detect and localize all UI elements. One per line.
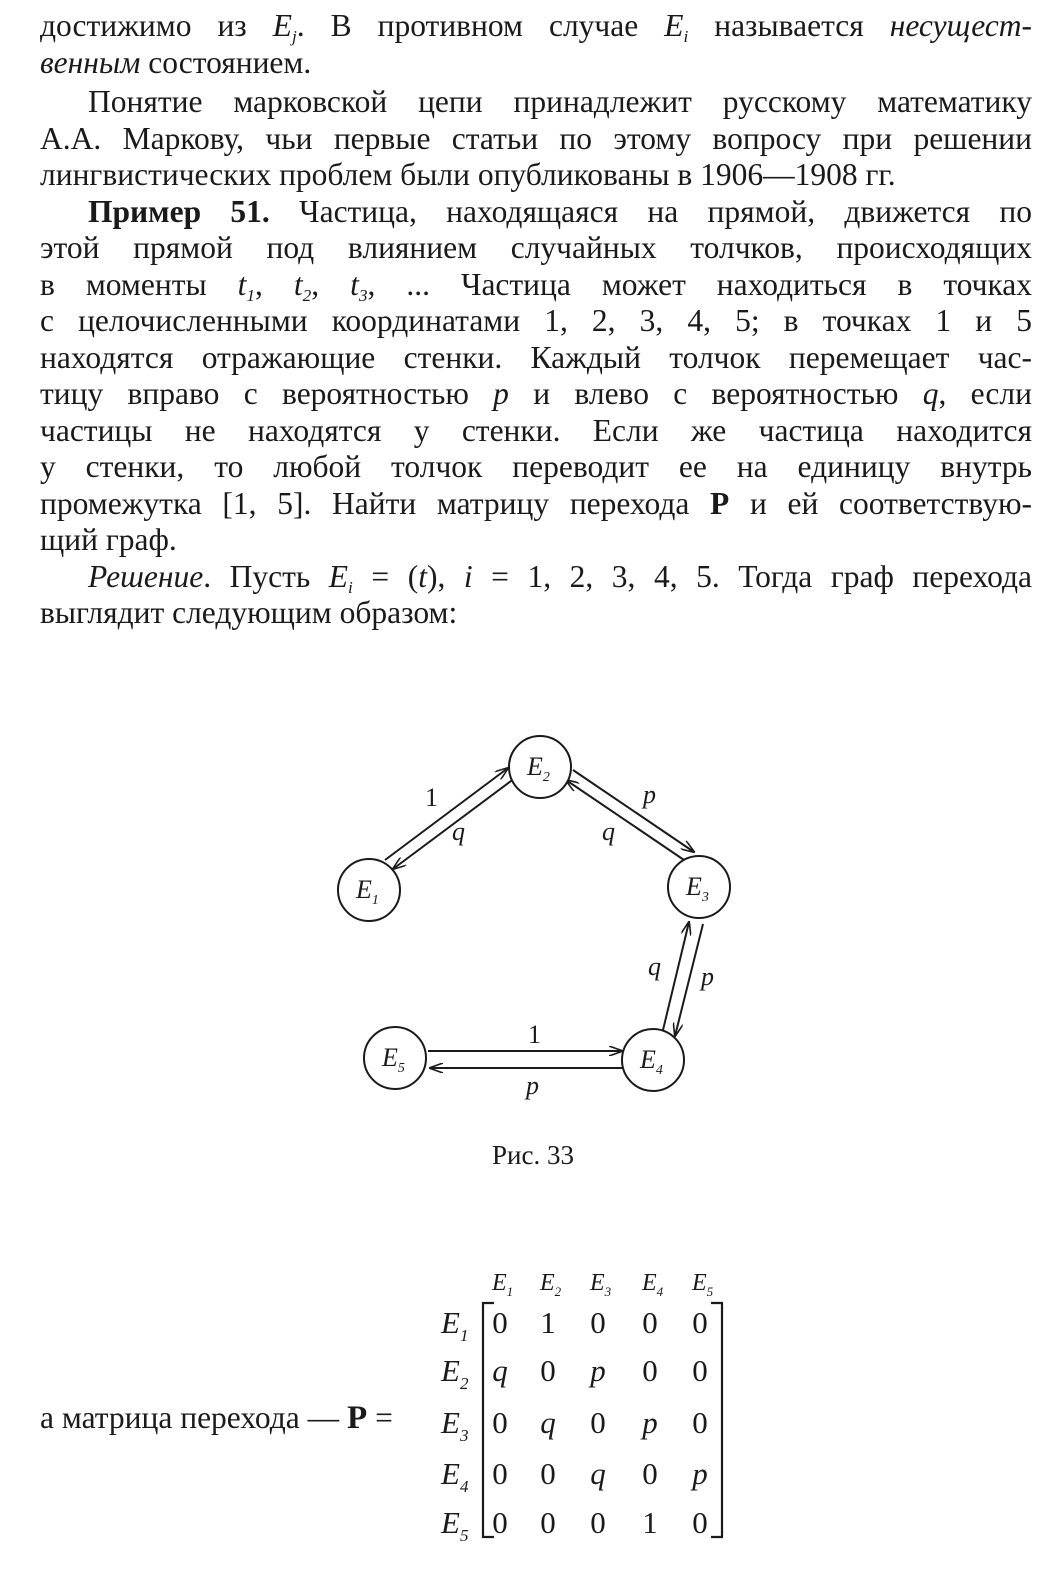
para2-line-1: Понятие марковской цепи принадлежит русскому математику — [88, 84, 1032, 119]
edge-label-e5-e4: 1 — [528, 1020, 541, 1049]
edge-label-e4-e3: q — [648, 952, 661, 981]
matrix-cell-r3-c2: q — [540, 1405, 556, 1440]
matrix-cell-r2-c2: 0 — [540, 1353, 556, 1388]
matrix-col-header-4: $E_4$ — [642, 1270, 664, 1299]
symbol-t: t — [418, 559, 427, 594]
matrix-cell-r1-c4: 0 — [642, 1305, 658, 1340]
symbol-E: E — [664, 8, 684, 43]
matrix-cell-r4-c3: q — [590, 1456, 606, 1491]
text-span: . В противном случае — [296, 8, 665, 43]
edge-label-e3-e2: q — [602, 817, 615, 846]
matrix-row-header-1: $E_1$ — [441, 1305, 469, 1345]
matrix-cell-r3-c5: 0 — [692, 1405, 708, 1440]
matrix-cell-r5-c5: 0 — [692, 1505, 708, 1540]
matrix-col-header-1: $E_1$ — [492, 1270, 514, 1299]
matrix-cell-r5-c4: 1 — [642, 1505, 658, 1540]
matrix-cell-r1-c2: 1 — [540, 1305, 556, 1340]
text-span: = ( — [352, 559, 419, 594]
matrix-cell-r5-c1: 0 — [492, 1505, 508, 1540]
text-span: промежутка [1, 5]. Найти матрицу перехода — [40, 486, 711, 521]
ellipsis: ... — [406, 267, 431, 302]
text-span: и ей соответствую- — [729, 486, 1032, 521]
text-span: Частица, находящаяся на прямой, движется по — [269, 194, 1032, 229]
text-span: ), — [426, 559, 464, 594]
subscript: i — [683, 27, 689, 47]
figure-caption: Рис. 33 — [492, 1140, 574, 1170]
symbol-q: q — [922, 376, 939, 411]
matrix-cell-r1-c1: 0 — [492, 1305, 508, 1340]
para2-line-2: А.А. Маркову, чьи первые статьи по этому вопросу при решении — [40, 121, 1032, 156]
matrix-cell-r3-c3: 0 — [590, 1405, 606, 1440]
node-label-e2: $E_2$ — [527, 752, 550, 785]
matrix-cell-r4-c5: p — [692, 1456, 708, 1491]
text-span: = 1, 2, 3, 4, 5. Тогда граф перехода — [472, 559, 1032, 594]
matrix-row-header-4: $E_4$ — [441, 1456, 469, 1496]
matrix-row-header-5: $E_5$ — [441, 1505, 469, 1545]
matrix-row-header-3: $E_3$ — [441, 1405, 469, 1445]
matrix-bracket-right — [711, 1303, 722, 1537]
example-line-4: с целочисленными координатами 1, 2, 3, 4, 5; в точках 1 и 5 — [40, 303, 1032, 338]
text-span: а матрица перехода — — [40, 1400, 348, 1435]
node-label-e5: $E_5$ — [382, 1043, 405, 1076]
matrix-col-header-3: $E_3$ — [590, 1270, 612, 1299]
matrix-cell-r1-c3: 0 — [590, 1305, 606, 1340]
text-span: , если — [938, 376, 1032, 411]
edge-label-e4-e5: p — [526, 1071, 539, 1100]
matrix-cell-r2-c1: q — [492, 1353, 508, 1388]
text-span: . Пусть — [203, 559, 329, 594]
edge-label-e1-e2: 1 — [425, 783, 438, 812]
edge-label-e3-e4: p — [701, 962, 714, 991]
edge-label-e2-e3: p — [643, 780, 656, 809]
matrix-cell-r4-c4: 0 — [642, 1456, 658, 1491]
example-line-2: этой прямой под влиянием случайных толчков, происходящих — [40, 230, 1032, 265]
solution-line-2: выглядит следующим образом: — [40, 595, 458, 630]
italic-term: венным — [40, 45, 141, 80]
matrix-cell-r4-c2: 0 — [540, 1456, 556, 1491]
para2-line-3: лингвистических проблем были опубликованы в 1906—1908 гг. — [40, 157, 896, 192]
matrix-col-header-2: $E_2$ — [540, 1270, 562, 1299]
symbol-t: t — [237, 267, 247, 302]
symbol-t: t — [293, 267, 303, 302]
matrix-cell-r2-c4: 0 — [642, 1353, 658, 1388]
equals-sign: = — [367, 1400, 393, 1435]
node-label-e1: $E_1$ — [356, 875, 379, 908]
text-span: состоянием. — [140, 45, 312, 80]
example-line-10: щий граф. — [40, 522, 177, 557]
symbol-t: t — [350, 267, 359, 302]
symbol-i: i — [463, 559, 473, 594]
example-title: Пример 51. — [88, 194, 270, 229]
subscript: 3 — [358, 286, 368, 306]
edge-label-e2-e1: q — [452, 817, 465, 846]
matrix-cell-r4-c1: 0 — [492, 1456, 508, 1491]
text-span: тицу вправо с вероятностью — [40, 376, 494, 411]
example-line-3: в моменты $t_1$, $t_2$, $t_3$, ... Частица может находиться в точках — [40, 267, 1033, 306]
node-label-e3: $E_3$ — [686, 872, 709, 905]
subscript: i — [348, 578, 353, 598]
symbol-E: E — [272, 8, 292, 43]
symbol-E: E — [328, 559, 349, 594]
matrix-cell-r3-c1: 0 — [492, 1405, 508, 1440]
matrix-col-header-5: $E_5$ — [692, 1270, 714, 1299]
subscript: j — [291, 27, 297, 47]
text-span: в моменты — [40, 267, 238, 302]
matrix-cell-r2-c3: p — [590, 1353, 606, 1388]
subscript: 1 — [246, 286, 256, 306]
text-span: и влево с вероятностью — [508, 376, 923, 411]
example-line-8: у стенки, то любой толчок переводит ее на единицу внутрь — [40, 449, 1032, 484]
node-label-e4: $E_4$ — [640, 1045, 663, 1078]
text-span: достижимо из — [40, 8, 273, 43]
example-line-5: находятся отражающие стенки. Каждый толчок перемещает час- — [40, 340, 1032, 375]
matrix-cell-r1-c5: 0 — [692, 1305, 708, 1340]
subscript: 2 — [302, 286, 312, 306]
matrix-symbol: P — [710, 486, 730, 521]
example-line-7: частицы не находятся у стенки. Если же частица находится — [40, 413, 1032, 448]
solution-title: Решение — [88, 559, 204, 594]
text-span: называется — [688, 8, 890, 43]
matrix-cell-r2-c5: 0 — [692, 1353, 708, 1388]
matrix-cell-r5-c3: 0 — [590, 1505, 606, 1540]
matrix-row-header-2: $E_2$ — [441, 1353, 469, 1393]
text-span: Частица может находиться в точках — [430, 267, 1033, 302]
symbol-p: p — [493, 376, 509, 411]
matrix-cell-r5-c2: 0 — [540, 1505, 556, 1540]
matrix-symbol: P — [347, 1400, 368, 1436]
matrix-cell-r3-c4: p — [642, 1405, 658, 1440]
italic-term: несущест- — [889, 8, 1032, 43]
